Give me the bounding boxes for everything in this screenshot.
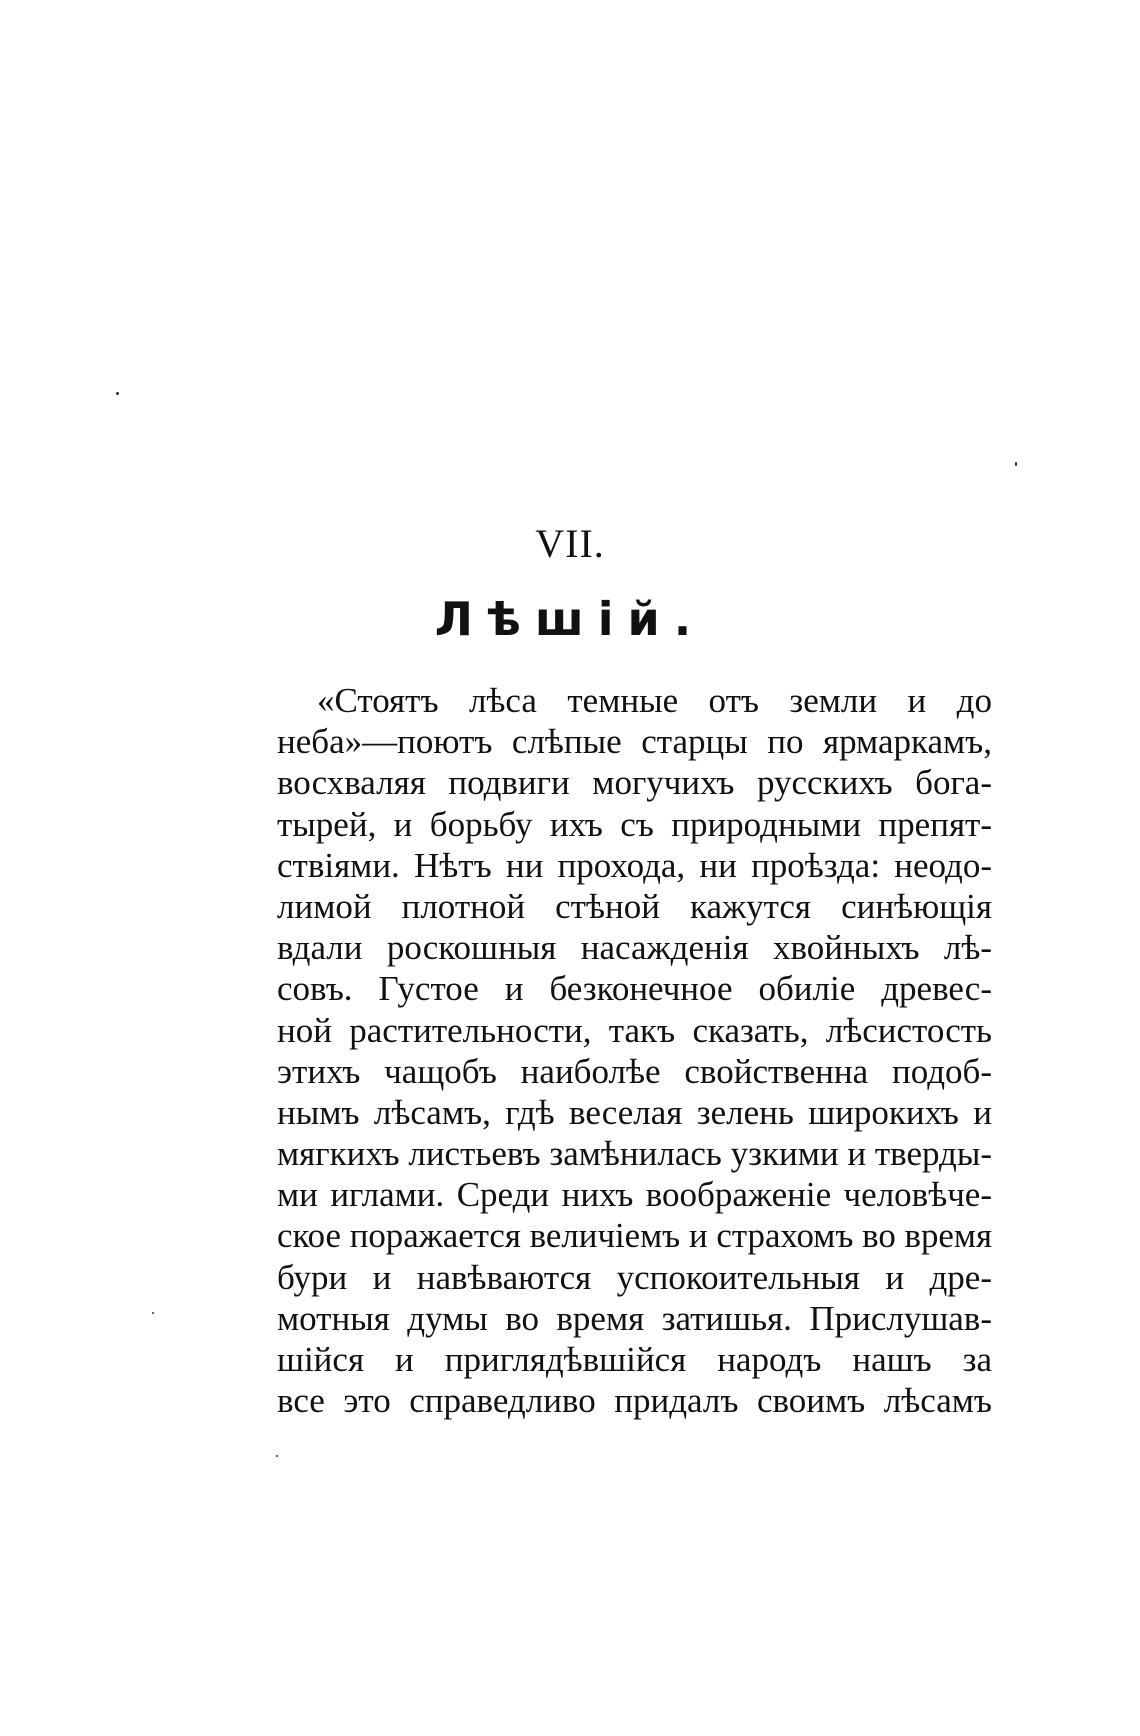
scan-speck [276,1455,278,1457]
text-line: все это справедливо придалъ своимъ лѣсамъ [277,1381,992,1421]
text-line: нымъ лѣсамъ, гдѣ веселая зелень широкихъ и [277,1092,992,1132]
text-line: неба»—поютъ слѣпые старцы по ярмаркамъ, [277,722,992,762]
text-line: ной растительности, такъ сказать, лѣсистость [277,1010,992,1050]
text-line: «Стоятъ лѣса темные отъ земли и до [317,681,992,720]
text-line: ми иглами. Среди нихъ воображеніе человѣче- [277,1175,992,1215]
text-line: восхваляя подвиги могучихъ русскихъ бога- [277,763,992,803]
scan-speck [116,392,119,395]
text-line: тырей, и борьбу ихъ съ природными препят- [277,804,992,844]
text-line: мягкихъ листьевъ замѣнилась узкими и тверды- [277,1134,992,1174]
text-line: ское поражается величіемъ и страхомъ во время [277,1216,992,1256]
text-line: вдали роскошныя насажденія хвойныхъ лѣ- [277,928,992,968]
chapter-number: VII. [535,521,605,566]
scan-speck [152,1312,154,1314]
text-line: этихъ чащобъ наиболѣе свойственна подоб- [277,1051,992,1091]
chapter-title: Лѣшій. [434,592,706,646]
text-line: лимой плотной стѣной кажутся синѣющія [277,886,992,926]
text-line: бури и навѣваются успокоительныя и дре- [277,1257,992,1297]
text-line: совъ. Густое и безконечное обиліе древес- [277,969,992,1009]
text-line: ствіями. Нѣтъ ни прохода, ни проѣзда: неодо- [277,845,992,885]
scan-speck [1015,462,1017,466]
text-line: шійся и приглядѣвшійся народъ нашъ за [277,1340,992,1379]
body-paragraph [277,680,992,1421]
text-line: мотныя думы во время затишья. Прислушав- [277,1298,992,1338]
